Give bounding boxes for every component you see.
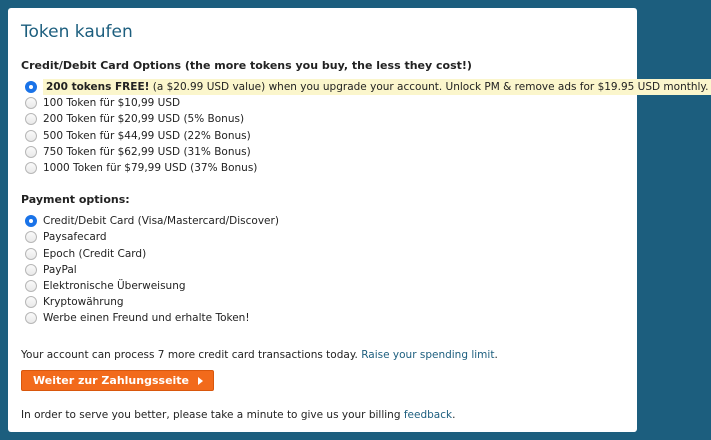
promo-label — [43, 79, 711, 95]
payment-option-crypto[interactable] — [21, 294, 624, 310]
card-option-label: 200 Token für $20,99 USD (5% Bonus) — [43, 113, 245, 126]
radio-button[interactable] — [25, 312, 37, 324]
payment-option-bank-transfer[interactable] — [21, 278, 624, 294]
payment-options-heading: Payment options: — [21, 193, 130, 207]
card-option-label: 1000 Token für $79,99 USD (37% Bonus) — [43, 162, 258, 175]
card-option-promo[interactable] — [21, 79, 709, 95]
payment-option-label: Kryptowährung — [43, 296, 124, 309]
radio-button[interactable] — [25, 113, 37, 125]
payment-option-label: Werbe einen Freund und erhalte Token! — [43, 312, 250, 325]
card-option[interactable] — [21, 111, 624, 127]
transaction-limit-info — [21, 347, 624, 363]
radio-button[interactable] — [25, 264, 37, 276]
card-option[interactable] — [21, 95, 624, 111]
continue-to-payment-button[interactable] — [21, 370, 214, 391]
radio-button[interactable] — [25, 280, 37, 292]
payment-options-list — [21, 213, 624, 326]
payment-option-label: Credit/Debit Card (Visa/Mastercard/Discover) — [43, 215, 279, 228]
card-options-list — [21, 79, 709, 176]
payment-option-epoch[interactable] — [21, 246, 624, 262]
radio-button-selected[interactable] — [25, 81, 37, 93]
card-option[interactable] — [21, 160, 624, 176]
card-options-heading: Credit/Debit Card Options (the more tokens you buy, the less they cost!) — [21, 59, 472, 72]
billing-feedback-note — [21, 407, 624, 423]
radio-button[interactable] — [25, 248, 37, 260]
card-option[interactable] — [21, 144, 624, 160]
payment-option-paysafecard[interactable] — [21, 229, 624, 245]
raise-spending-limit-link[interactable]: Raise your spending limit — [361, 349, 495, 362]
feedback-text: In order to serve you better, please take a minute to give us your billing — [21, 409, 404, 422]
promo-rest: (a $20.99 USD value) when you upgrade your account. Unlock PM & remove ads for $19.95 USD monthly. — [149, 81, 709, 94]
radio-button[interactable] — [25, 146, 37, 158]
payment-option-referral[interactable] — [21, 310, 624, 326]
card-option-label: 750 Token für $62,99 USD (31% Bonus) — [43, 145, 251, 158]
feedback-link[interactable]: feedback — [403, 409, 453, 422]
payment-option-paypal[interactable] — [21, 262, 624, 278]
card-option-label: 100 Token für $10,99 USD — [43, 97, 181, 110]
payment-option-label: Paysafecard — [43, 231, 107, 244]
payment-option-label: Elektronische Überweisung — [43, 279, 186, 292]
payment-option-label: PayPal — [43, 263, 77, 276]
feedback-suffix: . — [452, 409, 456, 422]
token-purchase-panel — [8, 8, 709, 432]
card-option[interactable] — [21, 128, 624, 144]
radio-button-selected[interactable] — [25, 215, 37, 227]
play-arrow-icon — [198, 377, 203, 385]
payment-option-label: Epoch (Credit Card) — [43, 247, 147, 260]
radio-button[interactable] — [25, 97, 37, 109]
radio-button[interactable] — [25, 296, 37, 308]
radio-button[interactable] — [25, 130, 37, 142]
info-suffix: . — [494, 349, 498, 362]
radio-button[interactable] — [25, 231, 37, 243]
promo-bold: 200 tokens FREE! — [46, 81, 150, 94]
info-text: Your account can process 7 more credit card transactions today. — [21, 349, 362, 362]
payment-option-card[interactable] — [21, 213, 624, 229]
card-option-label: 500 Token für $44,99 USD (22% Bonus) — [43, 129, 251, 142]
continue-button-label: Weiter zur Zahlungsseite — [33, 374, 190, 388]
radio-button[interactable] — [25, 162, 37, 174]
page-title: Token kaufen — [21, 22, 133, 42]
